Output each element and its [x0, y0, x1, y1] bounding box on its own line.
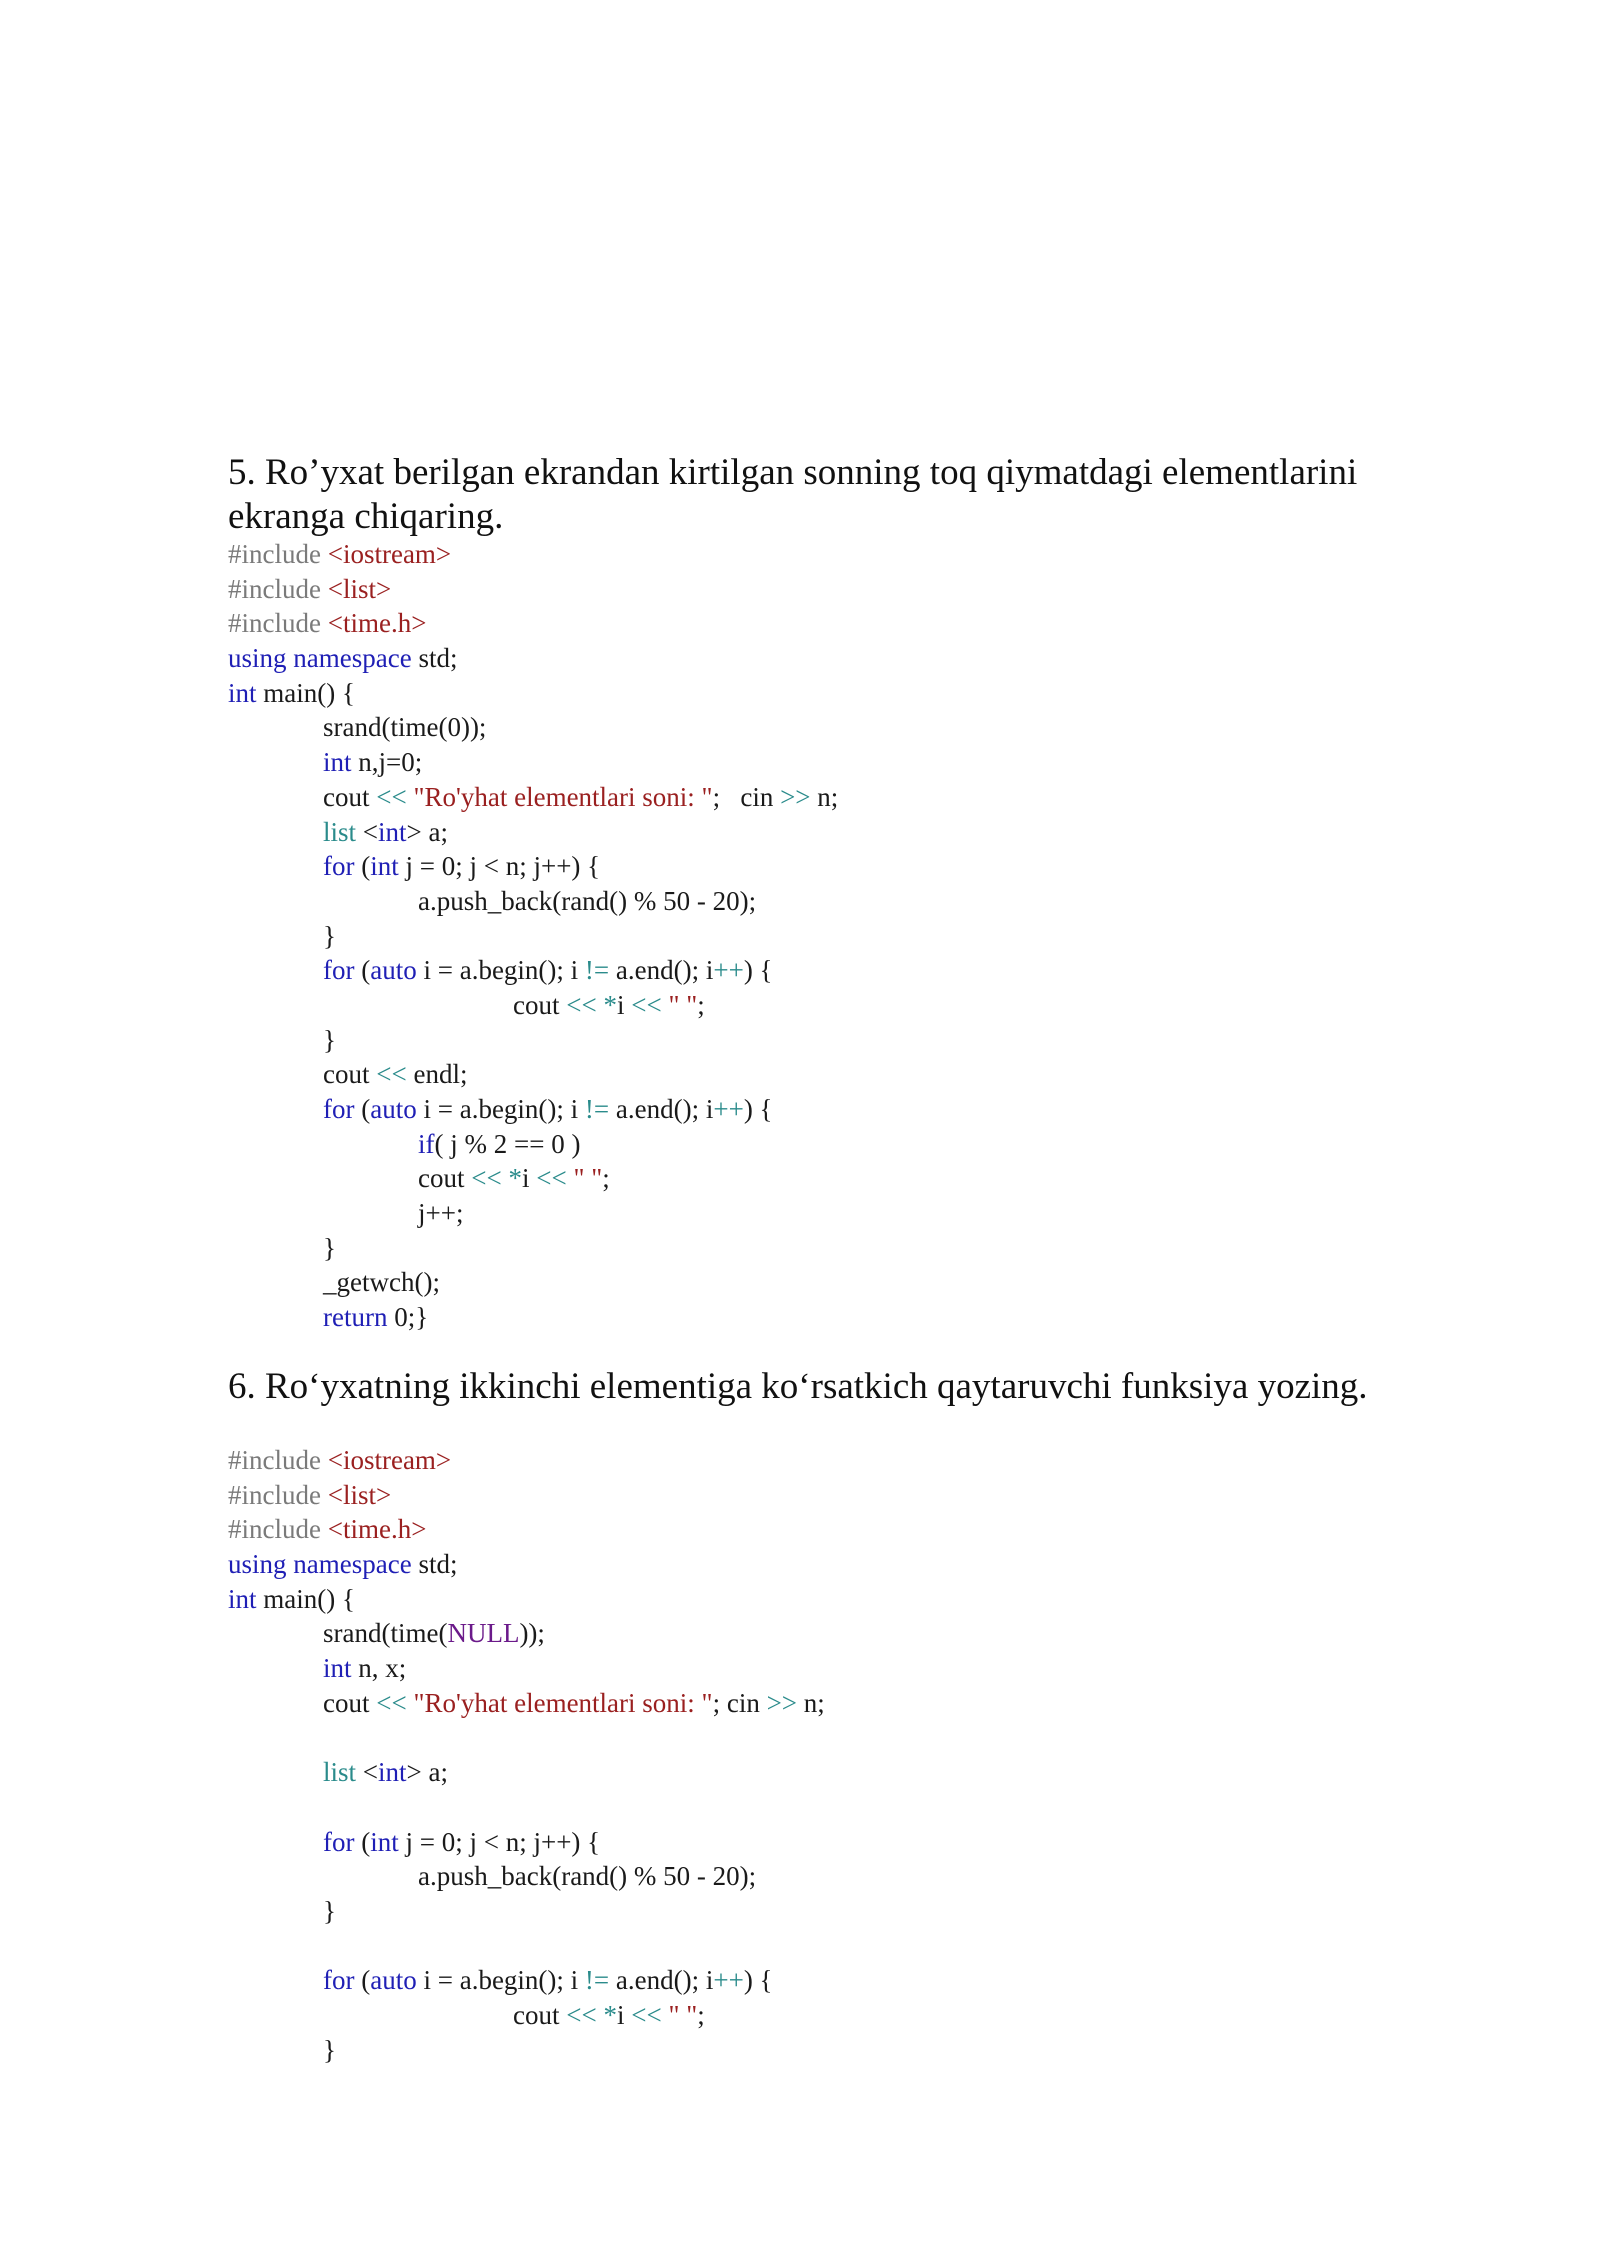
code-line: for (auto i = a.begin(); i != a.end(); i++) {: [323, 1094, 773, 1124]
code-line: a.push_back(rand() % 50 - 20);: [418, 1861, 757, 1892]
code-line: }: [323, 1232, 336, 1263]
task6-heading: [228, 1365, 1368, 1409]
code-line: for (int j = 0; j < n; j++) {: [323, 851, 601, 882]
code-line: cout << *i << " ";: [513, 989, 705, 1020]
code-line: cout << endl;: [323, 1059, 468, 1090]
code-line: srand(time(NULL));: [323, 1618, 545, 1649]
code-line: srand(time(0));: [323, 712, 487, 743]
code-line: return 0;}: [323, 1302, 429, 1333]
task5-code-block: [228, 537, 838, 1335]
code-line: using namespace std;: [228, 643, 458, 674]
code-line: #include <iostream>: [228, 1445, 452, 1475]
code-line: cout << "Ro'yhat elementlari soni: "; cin >> n;: [323, 1687, 825, 1718]
code-line: int main() {: [228, 1583, 355, 1614]
code-line: for (auto i = a.begin(); i != a.end(); i++) {: [323, 1965, 773, 1996]
code-blank-line: [228, 1790, 825, 1825]
task5-heading-line2: ekranga chiqaring.: [228, 496, 504, 537]
task5-heading-line1: 5. Ro’yxat berilgan ekrandan kirtilgan sonning toq qiymatdagi elementlarini: [228, 452, 1358, 493]
code-line: int n,j=0;: [323, 747, 423, 778]
code-line: if( j % 2 == 0 ): [418, 1128, 581, 1159]
code-line: }: [323, 1895, 336, 1926]
task5-heading: [228, 451, 1357, 539]
task6-code-block: [228, 1443, 825, 2067]
code-blank-line: [228, 1929, 825, 1964]
code-line: using namespace std;: [228, 1549, 458, 1580]
code-line: #include <time.h>: [228, 1514, 427, 1545]
task6-heading-text: 6. Ro‘yxatning ikkinchi elementiga ko‘rsatkich qaytaruvchi funksiya yozing.: [228, 1366, 1368, 1407]
code-line: cout << *i << " ";: [418, 1163, 610, 1194]
code-line: a.push_back(rand() % 50 - 20);: [418, 885, 757, 916]
code-line: list <int> a;: [323, 1757, 448, 1788]
code-line: }: [323, 920, 336, 951]
code-line: for (int j = 0; j < n; j++) {: [323, 1826, 601, 1857]
code-line: #include <time.h>: [228, 608, 427, 639]
code-line: cout << "Ro'yhat elementlari soni: "; cin >> n;: [323, 781, 839, 812]
code-line: int main() {: [228, 677, 355, 708]
code-blank-line: [228, 1721, 825, 1756]
code-line: list <int> a;: [323, 816, 448, 847]
code-line: #include <list>: [228, 1479, 392, 1510]
code-line: }: [323, 1024, 336, 1055]
code-line: }: [323, 2034, 336, 2065]
code-line: for (auto i = a.begin(); i != a.end(); i++) {: [323, 955, 773, 986]
code-line: _getwch();: [323, 1267, 440, 1298]
code-line: cout << *i << " ";: [513, 2000, 705, 2030]
code-line: #include <list>: [228, 573, 392, 604]
code-line: j++;: [418, 1198, 464, 1229]
code-line: int n, x;: [323, 1653, 407, 1684]
code-line: #include <iostream>: [228, 539, 452, 569]
